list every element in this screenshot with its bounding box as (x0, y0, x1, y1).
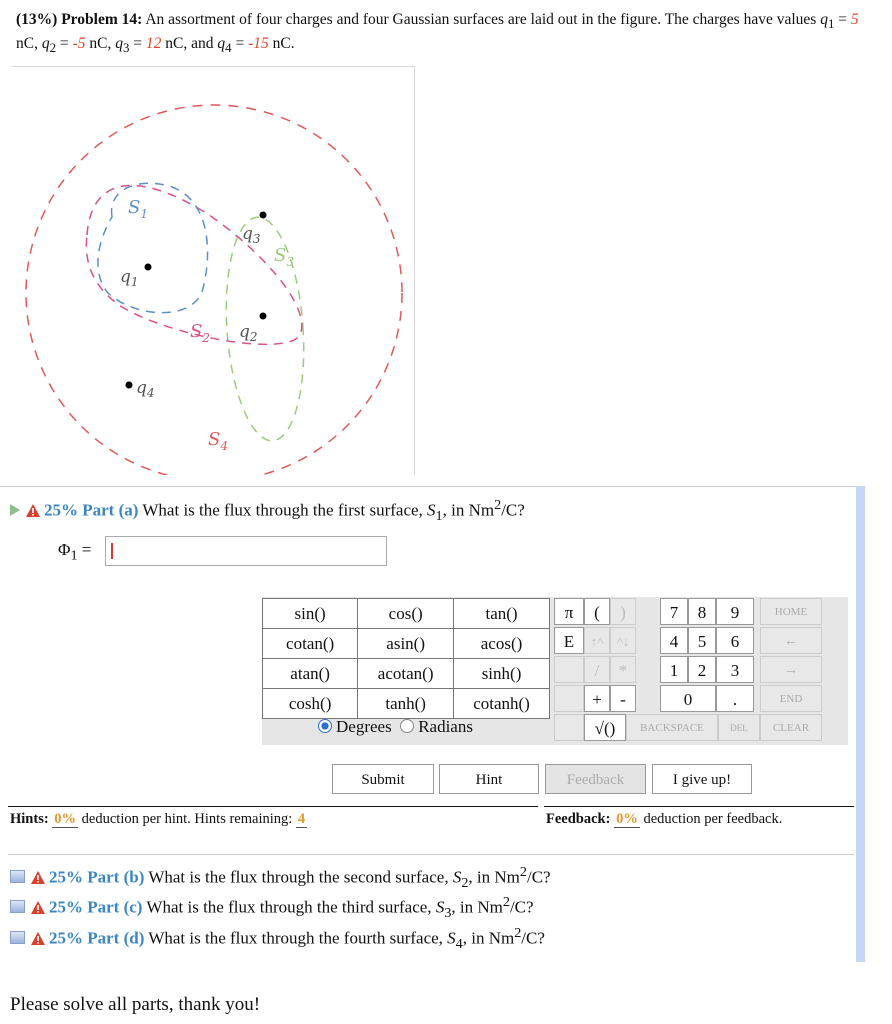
label-s1: $S_1$ (128, 197, 148, 221)
expand-arrow-icon[interactable] (10, 504, 20, 516)
warning-icon (31, 871, 45, 884)
part-b-header[interactable]: 25% Part (b) What is the flux through the second surface, $S_2$, in Nm$^2$/C? (10, 864, 551, 892)
key-9[interactable]: 9 (716, 598, 754, 625)
key-6[interactable]: 6 (716, 627, 754, 654)
label-q4: $q_4$ (136, 378, 155, 400)
key-1[interactable]: 1 (660, 656, 688, 683)
feedback-divider (544, 806, 854, 807)
fn-cotanh[interactable]: cotanh() (454, 689, 550, 719)
key-open-paren[interactable]: ( (584, 598, 610, 625)
radians-label: Radians (418, 717, 473, 736)
degrees-radio[interactable] (318, 719, 332, 733)
key-minus[interactable]: - (610, 685, 636, 712)
key-3[interactable]: 3 (716, 656, 754, 683)
warning-icon (26, 504, 40, 517)
label-q2: $q_2$ (239, 322, 258, 344)
charge-q2 (260, 313, 267, 320)
key-end[interactable]: END (760, 685, 822, 712)
submit-button[interactable]: Submit (332, 764, 434, 794)
gaussian-surfaces-figure (12, 66, 415, 475)
key-sqrt[interactable]: √() (584, 714, 626, 741)
part-panel-bar (856, 486, 865, 962)
fn-cos[interactable]: cos() (358, 599, 454, 629)
label-s2: $S_2$ (190, 321, 210, 345)
angle-mode (318, 717, 473, 737)
degrees-label: Degrees (336, 717, 392, 736)
charge-q3 (260, 212, 267, 219)
problem-text: An assortment of four charges and four Gaussian surfaces are laid out in the figure. The charges have values (145, 11, 817, 28)
part-a-header[interactable]: 25% Part (a) What is the flux through the first surface, $S_1$, in Nm$^2$/C? (10, 497, 850, 525)
key-del[interactable]: DEL (718, 714, 760, 741)
feedback-info: Feedback: 0% deduction per feedback. (546, 811, 783, 827)
key-blank-3 (554, 714, 584, 741)
part-a-pct: 25% (44, 500, 78, 520)
fn-cotan[interactable]: cotan() (263, 629, 358, 659)
function-table (262, 598, 550, 719)
key-blank-1 (554, 656, 584, 683)
problem-statement: (13%) Problem 14: An assortment of four charges and four Gaussian surfaces are laid out in the figure. The charges have values $q_1 = 5$ nC, $q_2 = -5$ nC, $q_3 = 12$ nC, and $q_4 = -15$ nC. (16, 11, 859, 56)
feedback-button[interactable]: Feedback (545, 764, 646, 794)
hints-info: Hints: 0% deduction per hint. Hints remaining: 4 (10, 811, 306, 827)
key-7[interactable]: 7 (660, 598, 688, 625)
divider-top (0, 486, 856, 487)
warning-icon (31, 932, 45, 945)
surface-s1 (98, 183, 208, 312)
key-up[interactable]: ↑^ (584, 627, 610, 654)
hint-deduction: 0% (54, 811, 77, 827)
give-up-button[interactable]: I give up! (652, 764, 752, 794)
key-multiply[interactable]: * (610, 656, 636, 683)
key-e[interactable]: E (554, 627, 584, 654)
hints-remaining: 4 (297, 811, 306, 827)
fn-acotan[interactable]: acotan() (358, 659, 454, 689)
divider-bottom (8, 854, 854, 855)
key-left[interactable]: ← (760, 627, 822, 654)
q2-value: -5 (72, 35, 86, 53)
fn-tan[interactable]: tan() (454, 599, 550, 629)
part-c-header[interactable]: 25% Part (c) What is the flux through the third surface, $S_3$, in Nm$^2$/C? (10, 894, 534, 922)
hints-divider (8, 806, 538, 807)
fn-acos[interactable]: acos() (454, 629, 550, 659)
key-clear[interactable]: CLEAR (760, 714, 822, 741)
key-backspace[interactable]: BACKSPACE (626, 714, 718, 741)
key-4[interactable]: 4 (660, 627, 688, 654)
problem-label: (13%) Problem 14: (16, 11, 143, 28)
fn-sinh[interactable]: sinh() (454, 659, 550, 689)
charge-q4 (126, 382, 133, 389)
hint-button[interactable]: Hint (439, 764, 539, 794)
part-d-header[interactable]: 25% Part (d) What is the flux through the fourth surface, $S_4$, in Nm$^2$/C? (10, 925, 545, 953)
label-q3: $q_3$ (242, 224, 261, 246)
q4-value: -15 (248, 35, 269, 53)
fn-cosh[interactable]: cosh() (263, 689, 358, 719)
collapse-icon[interactable] (10, 870, 25, 883)
answer-label: $\Phi_1$ = (58, 540, 92, 564)
key-pi[interactable]: π (554, 598, 584, 625)
label-q1: $q_1$ (120, 267, 139, 289)
surface-s4 (26, 105, 402, 475)
text-cursor (111, 543, 113, 559)
key-divide[interactable]: / (584, 656, 610, 683)
radians-radio[interactable] (400, 719, 414, 733)
feedback-deduction: 0% (616, 811, 638, 827)
surface-s3 (219, 215, 310, 444)
charge-q1 (145, 264, 152, 271)
label-s3: $S_3$ (274, 245, 294, 269)
fn-asin[interactable]: asin() (358, 629, 454, 659)
key-plus[interactable]: + (584, 685, 610, 712)
collapse-icon[interactable] (10, 900, 25, 913)
key-down[interactable]: ^↓ (610, 627, 636, 654)
part-a-question: What is the flux through the first surface, (142, 500, 423, 520)
key-0[interactable]: 0 (660, 685, 716, 712)
footer-note: Please solve all parts, thank you! (10, 994, 261, 1015)
q1-value: 5 (850, 11, 859, 28)
q3-value: 12 (145, 35, 162, 53)
key-8[interactable]: 8 (688, 598, 716, 625)
part-a-name: Part (a) (82, 500, 139, 520)
key-right[interactable]: → (760, 656, 822, 683)
key-dot[interactable]: . (716, 685, 754, 712)
key-close-paren[interactable]: ) (610, 598, 636, 625)
fn-tanh[interactable]: tanh() (358, 689, 454, 719)
answer-input[interactable] (105, 536, 387, 566)
key-5[interactable]: 5 (688, 627, 716, 654)
fn-sin[interactable]: sin() (263, 599, 358, 629)
collapse-icon[interactable] (10, 931, 25, 944)
key-2[interactable]: 2 (688, 656, 716, 683)
warning-icon (31, 901, 45, 914)
key-blank-2 (554, 685, 584, 712)
fn-atan[interactable]: atan() (263, 659, 358, 689)
label-s4: $S_4$ (208, 429, 228, 453)
key-home[interactable]: HOME (760, 598, 822, 625)
